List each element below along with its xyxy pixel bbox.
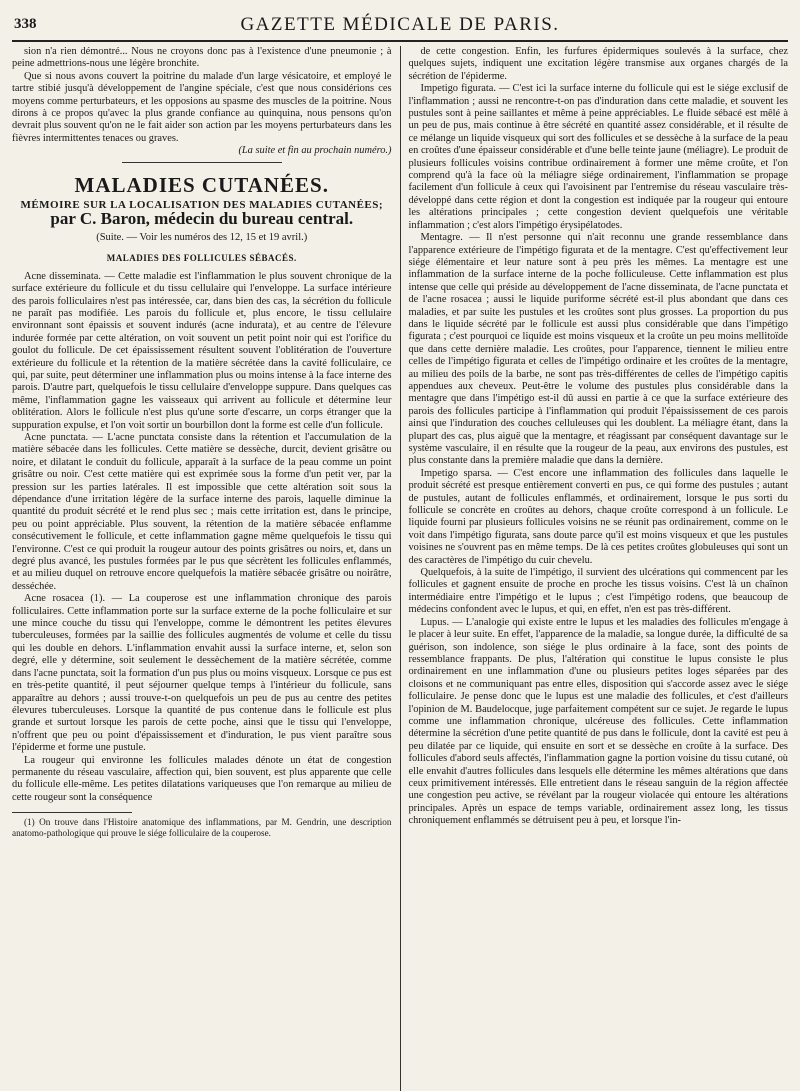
journal-title: GAZETTE MÉDICALE DE PARIS. — [240, 14, 560, 35]
subsection-title: MALADIES DES FOLLICULES SÉBACÉS. — [106, 253, 297, 264]
article-paragraph: La rougeur qui environne les follicules malades dénote un état de congestion permanente du réseau vasculaire, affection qui, bien souvent, est plus apparente que celle du follicule elle-même. Les petites dilatations variqueuses que l'on remarque au milieu de cette rougeur sont la conséquence — [12, 754, 392, 803]
article-paragraph: Acne rosacea (1). — La couperose est une inflammation chronique des parois folliculaires. Cette inflammation porte sur la surface externe de la poche folliculaire et sur une mince couche du tissu qui l'enveloppe, comme le démontrent les petites élevures tuberculeuses, formées par la saillie des follicules augmentés de volume et celle du tissu qui les double en dehors. L'inflammation envahit aussi la surface interne, et, selon son degré, elle y détermine, soit seulement le dessèchement de la matière sécrétée, comme dans l'acne punctata, soit la formation d'un pus plus ou moins visqueux. Lorsque ce pus est en très-petite quantité, il peut séjourner quelque temps à l'intérieur du follicule, sans apparaître au dehors ; aussi trouve-t-on quelquefois un peu de pus au centre des petites élevures tuberculeuses. Lorsque la quantité de pus contenue dans le follicule est plus grande et surtout lorsque les parois de cette poche, ainsi que le tissu qui l'enveloppe, n'offrent que peu ou point d'épaississement et d'induration, le pus vient paraître sous l'épiderme et forme une pustule. — [12, 593, 392, 754]
footnote: (1) On trouve dans l'Histoire anatomique des inflammations, par M. Gendrin, une description anatomo-pathologique qui prouve le siége folliculaire de la couperose. — [12, 817, 392, 839]
memoire-suite: (Suite. — Voir les numéros des 12, 15 et 19 avril.) — [96, 231, 308, 243]
article-paragraph: Impetigo sparsa. — C'est encore une inflammation des follicules dans laquelle le produit sécrété est presque entièrement converti en pus, ce qui forme des pustules ; autant de pustules, autant de follicules enflammés, et ordinairement, lorsque le pus sorti du follicule se concrète en croûtes au dehors, chaque croûte correspond à un follicule. Le liquide fourni par plusieurs follicules voisins ne se réunit pas ordinairement, comme on le voit dans l'impétigo figurata, sans doute parce qu'il est moins visqueux et que les pustules voisines ne s'ouvrent pas en même temps. De là ces petites croûtes globuleuses qui sont un des caractères de l'impétigo du cuir chevelu. — [408, 467, 788, 566]
intro-paragraph: sion n'a rien démontré... Nous ne croyons donc pas à l'existence d'une pneumonie ; à peine admettrions-nous une légère bronchite. — [12, 46, 392, 70]
columns — [12, 46, 788, 1091]
article-paragraph: de cette congestion. Enfin, les furfures épidermiques soulevés à la surface, chez quelques sujets, indiquent une excitation légère transmise aux organes chargés de la sécrétion de l'épiderme. — [408, 46, 788, 82]
right-column — [408, 46, 788, 1091]
suite-note: (La suite et fin au prochain numéro.) — [238, 145, 392, 157]
left-column — [12, 46, 392, 1091]
section-title: MALADIES CUTANÉES. — [74, 172, 329, 197]
intro-paragraph: Que si nous avons couvert la poitrine du malade d'un large vésicatoire, et employé le tartre stibié jusqu'à développement de l'angine spéciale, c'est que nous considérions ces moyens comme perturbateurs, et les opposions au spasme des muscles de la poitrine. Nous dirons à ce propos qu'avec la plus grande confiance au quinquina, nous pensons qu'on devrait plus souvent qu'on ne le fait aider son action par les moyens perturbateurs dans les fièvres intermittentes tenaces ou graves. — [12, 70, 392, 144]
article-paragraph: Mentagre. — Il n'est personne qui n'ait reconnu une grande ressemblance dans l'apparence extérieure de l'impétigo figurata et de la mentagre. C'est qu'effectivement leur siége élémentaire et leur nature sont à peu près les mêmes. La mentagre est une inflammation de la surface interne de la poche folliculeuse. Cette inflammation est plus intense que celle qui préside au développement de l'acne disseminata, de l'acne punctata et de l'acne rosacea ; aussi le liquide puriforme sécrété est-il plus abondant que dans ces maladies, et par suite les pustules et les croûtes sont plus grosses. La proportion du pus dans le liquide sécrété par le follicule est aussi plus considérable que dans l'impétigo figurata ; c'est pourquoi ce liquide est moins visqueux et la croûte un peu moins mellitoïde que dans cette dernière maladie. Les croûtes, pour l'apparence, tiennent le milieu entre celles de l'impétigo figurata et celles de l'impétigo ordinaire et les croûtes de la mentagre, au milieu des poils de la barbe, ne sont pas très-différentes de celles de l'impétigo capitis appendues aux cheveux. Peut-être le volume des pustules plus considérable dans la mentagre que dans l'impétigo est-il dû aussi en partie à ce que la surface extérieure des parois des follicules participe à l'inflammation qui produit l'épaississement de ces parois ainsi que l'induration des couches celluleuses qui les doublent. La méliagre étant, dans la plupart des cas, plus aiguë que la mentagre, et réagissant par conséquent davantage sur le système vasculaire, il en résulte que la rougeur de la peau, aux environs des pustules, est plus constante dans la première maladie que dans la dernière. — [408, 232, 788, 467]
page-header — [12, 12, 788, 42]
article-paragraph: Acne punctata. — L'acne punctata consiste dans la rétention et l'accumulation de la matière sébacée dans les follicules. Cette matière se dessèche, durcit, devient grisâtre ou noire, et dilatant le conduit du follicule, apparaît à la surface de la peau comme un point grisâtre ou noir. C'est cette matière qui est exprimée sous la forme d'un petit ver, par la pression sur les parties latérales. Il est impossible que cette altération soit sous la dépendance d'une irritation légère de la surface interne des parois, laquelle diminue la quantité du produit sécrété et le rend plus sec ; mais cette irritation est, dans le principe, peu ou point appréciable. Plus souvent, la rétention de la matière sébacée enflamme consécutivement le follicule, et cette inflammation gagne même quelquefois le tissu qui l'environne. C'est ce qui produit la rougeur autour des points grisâtres ou noirs, et, dans un degré plus avancé, les pustules formées par le pus que sécrètent les follicules enflammés, et au milieu duquel on retrouve encore quelquefois la matière sébacée grisâtre ou noirâtre, desséchée. — [12, 431, 392, 592]
footnote-divider — [12, 812, 132, 813]
article-paragraph: Lupus. — L'analogie qui existe entre le lupus et les maladies des follicules m'engage à le placer à leur suite. En effet, l'apparence de la maladie, sa longue durée, la difficulté de sa guérison, son indolence, son siége le plus ordinaire à la face, sont des points de ressemblance frappants. De plus, l'altération qui constitue le lupus consiste le plus ordinairement en une inflammation d'une ou plusieurs petites loges séparées par des cloisons et ne communiquant pas entre elles, disposition qui s'accorde assez avec le siége folliculaire. Je pense donc que le lupus est une maladie des follicules, et c'est d'ailleurs l'opinion de M. Baudelocque, juge parfaitement compétent sur ce sujet. Je regarde le lupus comme une inflammation chronique, ulcéreuse des follicules. Cette inflammation détermine la sécrétion d'une petite quantité de pus dans le follicule, dont la cavité est peu à peu dilatée par ce liquide, qui ensuite en sort et se dessèche en croûte à la surface. Des follicules d'abord seuls affectés, l'inflammation gagne la portion voisine du tissu cutané, où elle envahit d'autres follicules dans lesquels elle détermine les mêmes altérations que dans ceux primitivement intéressés. Elle entretient dans le réseau sanguin de la région affectée une congestion peu active, se révélant par la rougeur violacée qui entoure les altérations principales. Après un espace de temps variable, ordinairement assez long, les tissus chroniquement enflammés se détruisent peu à peu, et lorsque l'in- — [408, 616, 788, 827]
page-number: 338 — [14, 16, 37, 32]
divider — [122, 162, 282, 163]
article-paragraph: Impetigo figurata. — C'est ici la surface interne du follicule qui est le siége exclusif de l'inflammation ; aussi ne rencontre-t-on pas d'induration dans cette maladie, et souvent les pustules sont à peine saillantes et même à peine appréciables. Le fluide sébacé est mêlé à un peu de pus, mais continue à être sécrété en quantité assez considérable, et il résulte de ce mélange un liquide visqueux qui sort des follicules et se dessèche à la surface de la peau en croûtes d'une épaisseur considérable et d'une belle teinte jaune (méliagre). Le produit de plusieurs follicules voisins contribue ordinairement à former une même croûte, et l'on comprend qu'à la face où la méliagre siége ordinairement, l'inflammation se propage facilement d'un follicule à ceux qui l'avoisinent par l'entremise du réseau vasculaire très-développé dans cette région et dont la congestion est indiquée par la rougeur qui entoure les altérations principales ; cette congestion devient quelquefois une véritable inflammation ; c'est alors l'impétigo érysipélatodes. — [408, 83, 788, 231]
article-paragraph: Quelquefois, à la suite de l'impétigo, il survient des ulcérations qui commencent par les follicules et gagnent ensuite de proche en proche les tissus voisins. C'est là un chaînon intermédiaire entre l'impétigo et le lupus ; c'est l'impétigo rodens, que beaucoup de médecins confondent avec le lupus, et qui, en effet, n'en est pas très-différent. — [408, 567, 788, 616]
memoire-author: par C. Baron, médecin du bureau central. — [50, 209, 354, 229]
column-rule — [400, 46, 401, 1091]
memoire-title: MÉMOIRE SUR LA LOCALISATION DES MALADIES CUTANÉES; — [20, 199, 384, 212]
article-paragraph: Acne disseminata. — Cette maladie est l'inflammation le plus souvent chronique de la surface extérieure du follicule et du tissu cellulaire qui l'enveloppe. La surface intérieure des parois folliculaires n'est pas intéressée, car, dans bien des cas, la sécrétion du follicule ne paraît pas modifiée. Les parois du follicule et, plus encore, le tissu cellulaire environnant sont épaissis et souvent indurés (acne indurata), et au centre de l'élevure indurée formée par cette altération, on voit souvent un petit point noir qui est l'orifice du goulot du follicule. De cet épaississement résultent souvent l'oblitération de l'ouverture extérieure du follicule et la rétention de la matière sécrétée dans la cavité folliculaire, ce qui, par suite, peut déterminer une inflammation plus ou moins intense à la face interne des parois. D'autre part, quelquefois le tissu cellulaire d'enveloppe suppure. Dans quelques cas même, l'inflammation gagne les vaisseaux qui arrivent au follicule et détermine leur oblitération. Alors le follicule n'est plus qu'une sorte d'escarre, un corps étranger que la suppuration expulse, et l'on voit sortir un bourbillon dont la forme est celle d'un follicule. — [12, 270, 392, 431]
